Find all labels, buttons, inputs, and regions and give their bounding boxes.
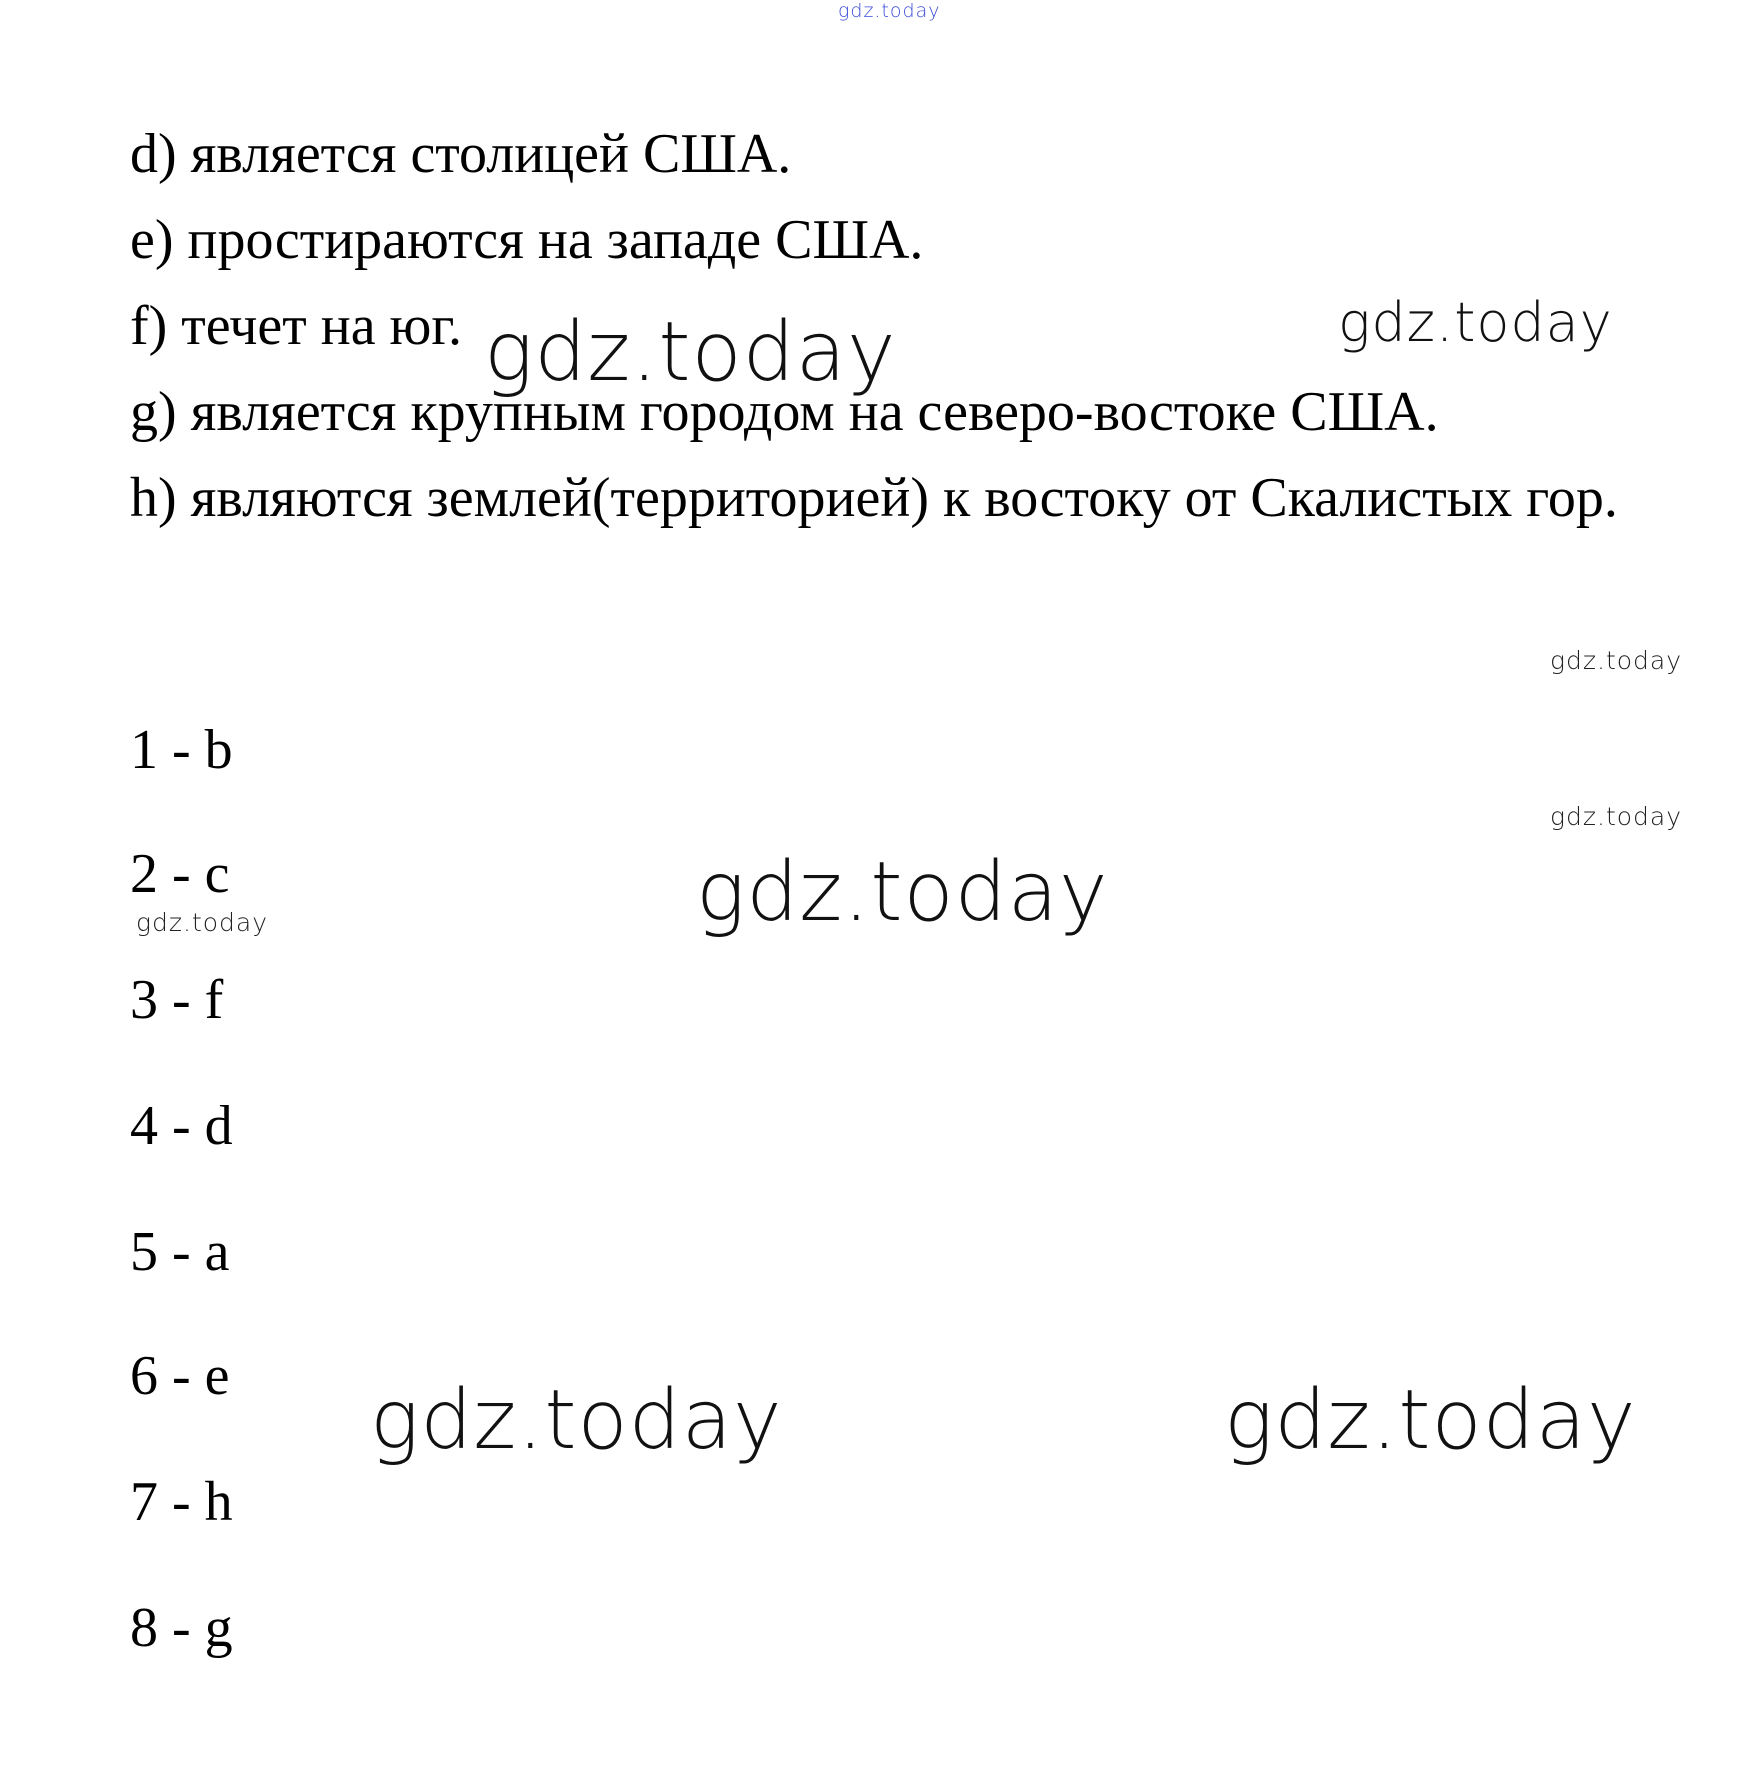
watermark-c: gdz.today: [1550, 646, 1683, 675]
answer-4: 4 - d: [130, 1095, 233, 1157]
answer-6: 6 - e: [130, 1345, 230, 1407]
watermark-b: gdz.today: [1338, 291, 1613, 354]
answer-5: 5 - a: [130, 1221, 230, 1283]
watermark-g: gdz.today: [370, 1373, 783, 1468]
sentence-g: g) является крупным городом на северо-востоке США.: [130, 381, 1439, 443]
answer-2: 2 - c: [130, 843, 230, 905]
sentence-e: e) простираются на западе США.: [130, 209, 924, 271]
sentence-h: h) являются землей(территорией) к востоку от Скалистых гор.: [130, 467, 1618, 529]
watermark-h: gdz.today: [1224, 1373, 1637, 1468]
watermark-e: gdz.today: [696, 845, 1109, 940]
watermark-a: gdz.today: [484, 305, 897, 400]
watermark-d: gdz.today: [1550, 802, 1683, 831]
answer-7: 7 - h: [130, 1471, 233, 1533]
answer-8: 8 - g: [130, 1597, 233, 1659]
sentence-d: d) является столицей США.: [130, 123, 792, 185]
watermark-top: gdz.today: [838, 0, 941, 22]
answer-3: 3 - f: [130, 969, 224, 1031]
answer-1: 1 - b: [130, 719, 233, 781]
sentence-f: f) течет на юг.: [130, 295, 463, 357]
watermark-f: gdz.today: [136, 908, 269, 937]
